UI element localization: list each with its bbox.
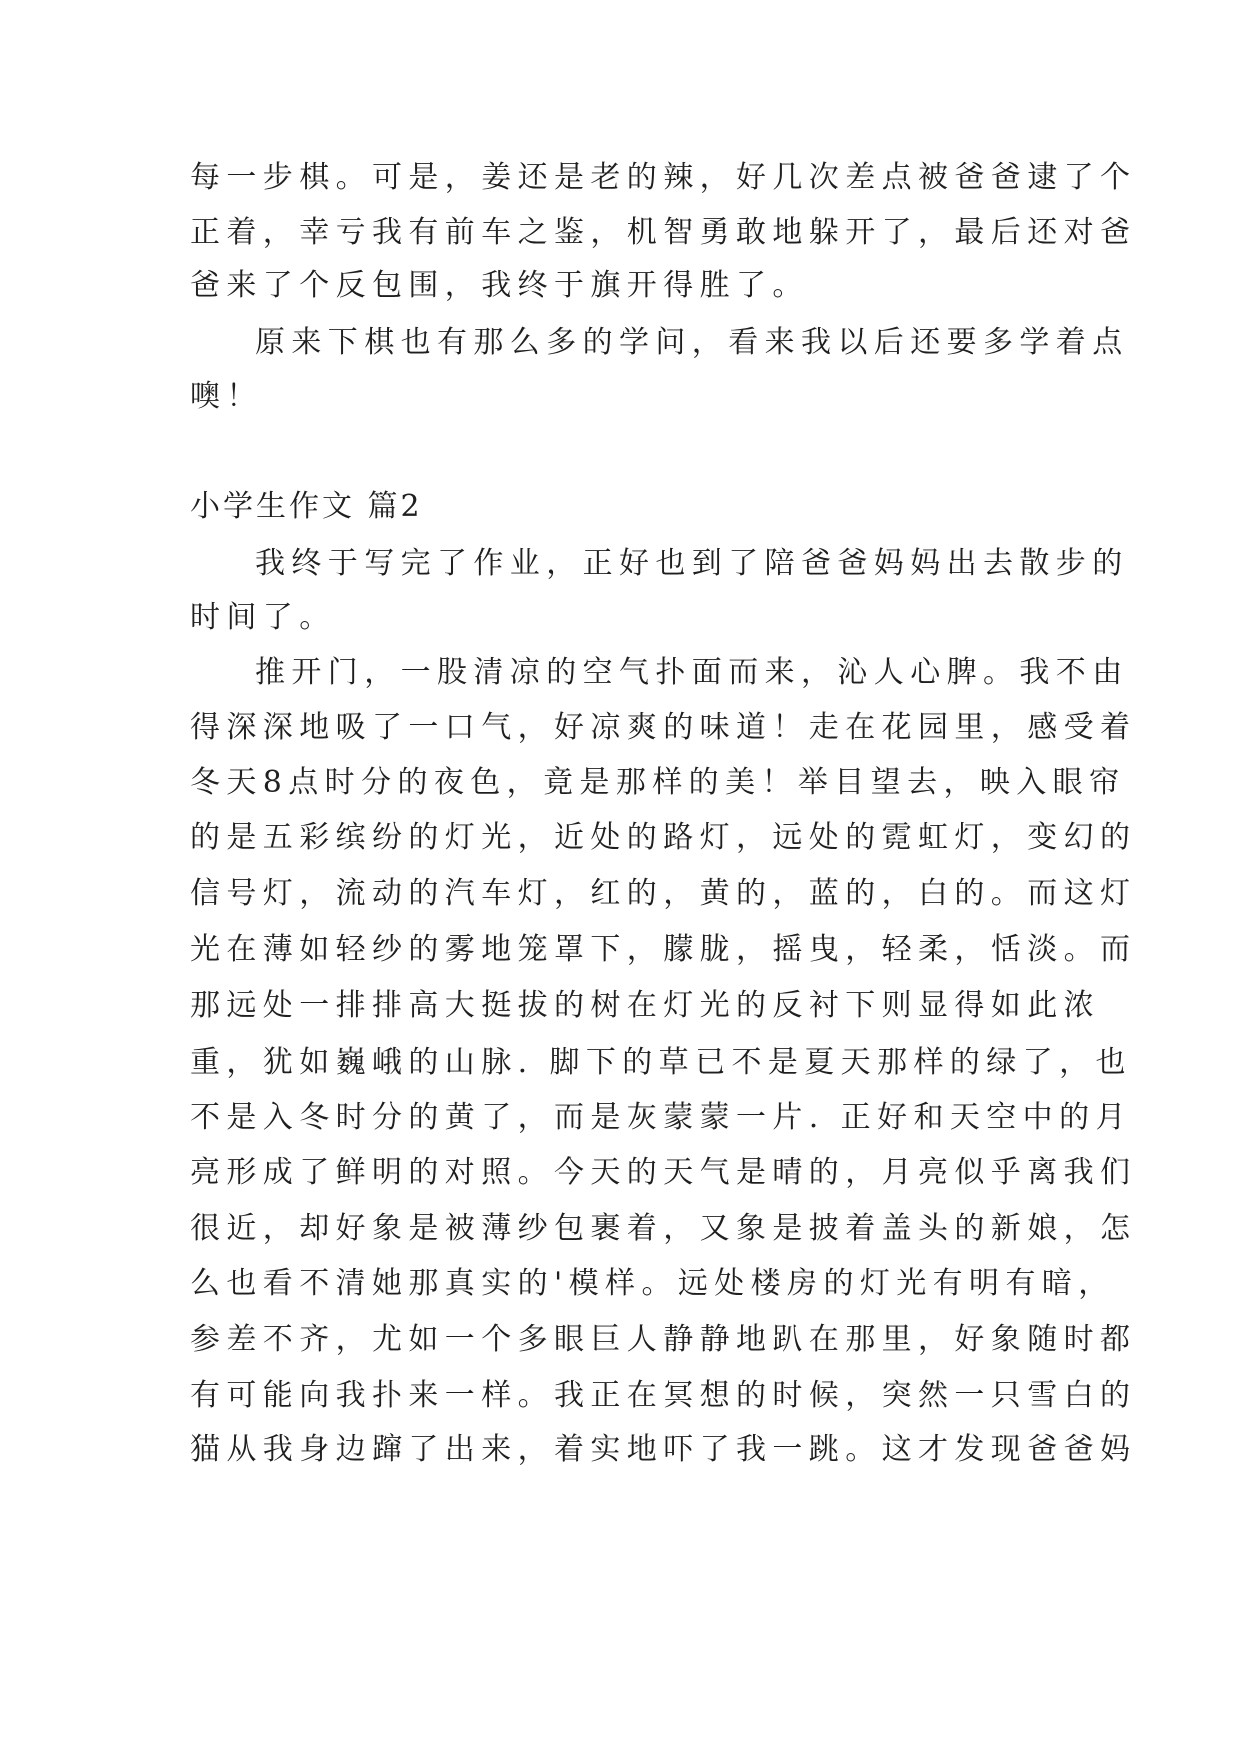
text-line: 重，犹如巍峨的山脉. 脚下的草已不是夏天那样的绿了，也 [190,1045,1132,1080]
text-line: 有可能向我扑来一样。我正在冥想的时候，突然一只雪白的 [190,1378,1137,1413]
text-line: 的是五彩缤纷的灯光，近处的路灯，远处的霓虹灯，变幻的 [190,820,1137,855]
text-line: 得深深地吸了一口气，好凉爽的味道！走在花园里，感受着 [190,710,1137,745]
text-line: 那远处一排排高大挺拔的树在灯光的反衬下则显得如此浓 [190,988,1100,1023]
text-line: 爸来了个反包围，我终于旗开得胜了。 [190,268,809,303]
paragraph-first-line: 原来下棋也有那么多的学问，看来我以后还要多学着点 [255,325,1129,360]
text-line: 噢！ [190,379,263,414]
text-line: 光在薄如轻纱的雾地笼罩下，朦胧，摇曳，轻柔，恬淡。而 [190,932,1137,967]
text-line: 很近，却好象是被薄纱包裹着，又象是披着盖头的新娘，怎 [190,1211,1137,1246]
text-line: 冬天8点时分的夜色，竟是那样的美！举目望去，映入眼帘 [190,765,1126,800]
text-line: 每一步棋。可是，姜还是老的辣，好几次差点被爸爸逮了个 [190,160,1137,195]
text-line: 猫从我身边蹿了出来，着实地吓了我一跳。这才发现爸爸妈 [190,1432,1137,1467]
section-heading: 小学生作文 篇2 [190,489,423,524]
text-line: 参差不齐，尤如一个多眼巨人静静地趴在那里，好象随时都 [190,1322,1137,1357]
paragraph-first-line: 推开门，一股清凉的空气扑面而来，沁人心脾。我不由 [255,655,1129,690]
text-line: 不是入冬时分的黄了，而是灰蒙蒙一片. 正好和天空中的月 [190,1100,1132,1135]
paragraph-first-line: 我终于写完了作业，正好也到了陪爸爸妈妈出去散步的 [255,546,1129,581]
text-line: 亮形成了鲜明的对照。今天的天气是晴的，月亮似乎离我们 [190,1155,1137,1190]
text-line: 信号灯，流动的汽车灯，红的，黄的，蓝的，白的。而这灯 [190,876,1137,911]
text-line: 么也看不清她那真实的'模样。远处楼房的灯光有明有暗， [190,1266,1115,1301]
text-line: 时间了。 [190,600,336,635]
text-line: 正着，幸亏我有前车之鉴，机智勇敢地躲开了，最后还对爸 [190,215,1137,250]
